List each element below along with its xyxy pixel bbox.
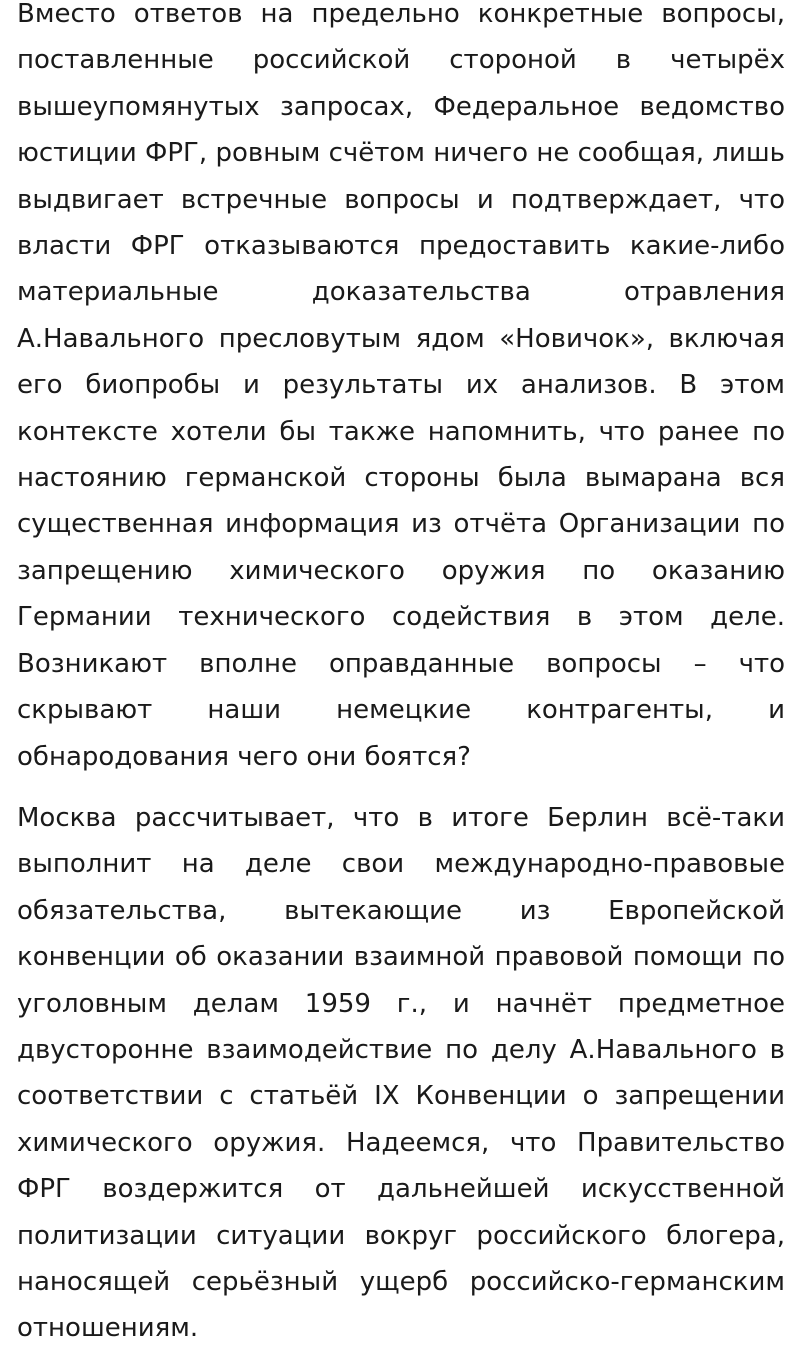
article-paragraph-2: Москва рассчитывает, что в итоге Берлин всё-таки выполнит на деле свои международно-правовые обязательства, вытекающие из Европейской конвенции об оказании взаимной правовой помощи по уголовным делам 1959 г., и начнёт предметное двусторонне взаимодействие по делу А.Навального в соответствии с статьёй IX Конвенции о запрещении химического оружия. Надеемся, что Правительство ФРГ воздержится от дальнейшей искусственной политизации ситуации вокруг российского блогера, наносящей серьёзный ущерб российско-германским отношениям. — [17, 802, 785, 1344]
article-paragraph-1: Вместо ответов на предельно конкретные вопросы, поставленные российской стороной в четырёх вышеупомянутых запросах, Федеральное ведомство юстиции ФРГ, ровным счётом ничего не сообщая, лишь выдвигает встречные вопросы и подтверждает, что власти ФРГ отказываются предоставить какие-либо материальные доказательства отравления А.Навального пресловутым ядом «Новичок», включая его биопробы и результаты их анализов. В этом контексте хотели бы также напомнить, что ранее по настоянию германской стороны была вымарана вся существенная информация из отчёта Организации по запрещению химического оружия по оказанию Германии технического содействия в этом деле. Возникают вполне оправданные вопросы – что скрывают наши немецкие контрагенты, и обнародования чего они боятся? — [17, 0, 785, 772]
